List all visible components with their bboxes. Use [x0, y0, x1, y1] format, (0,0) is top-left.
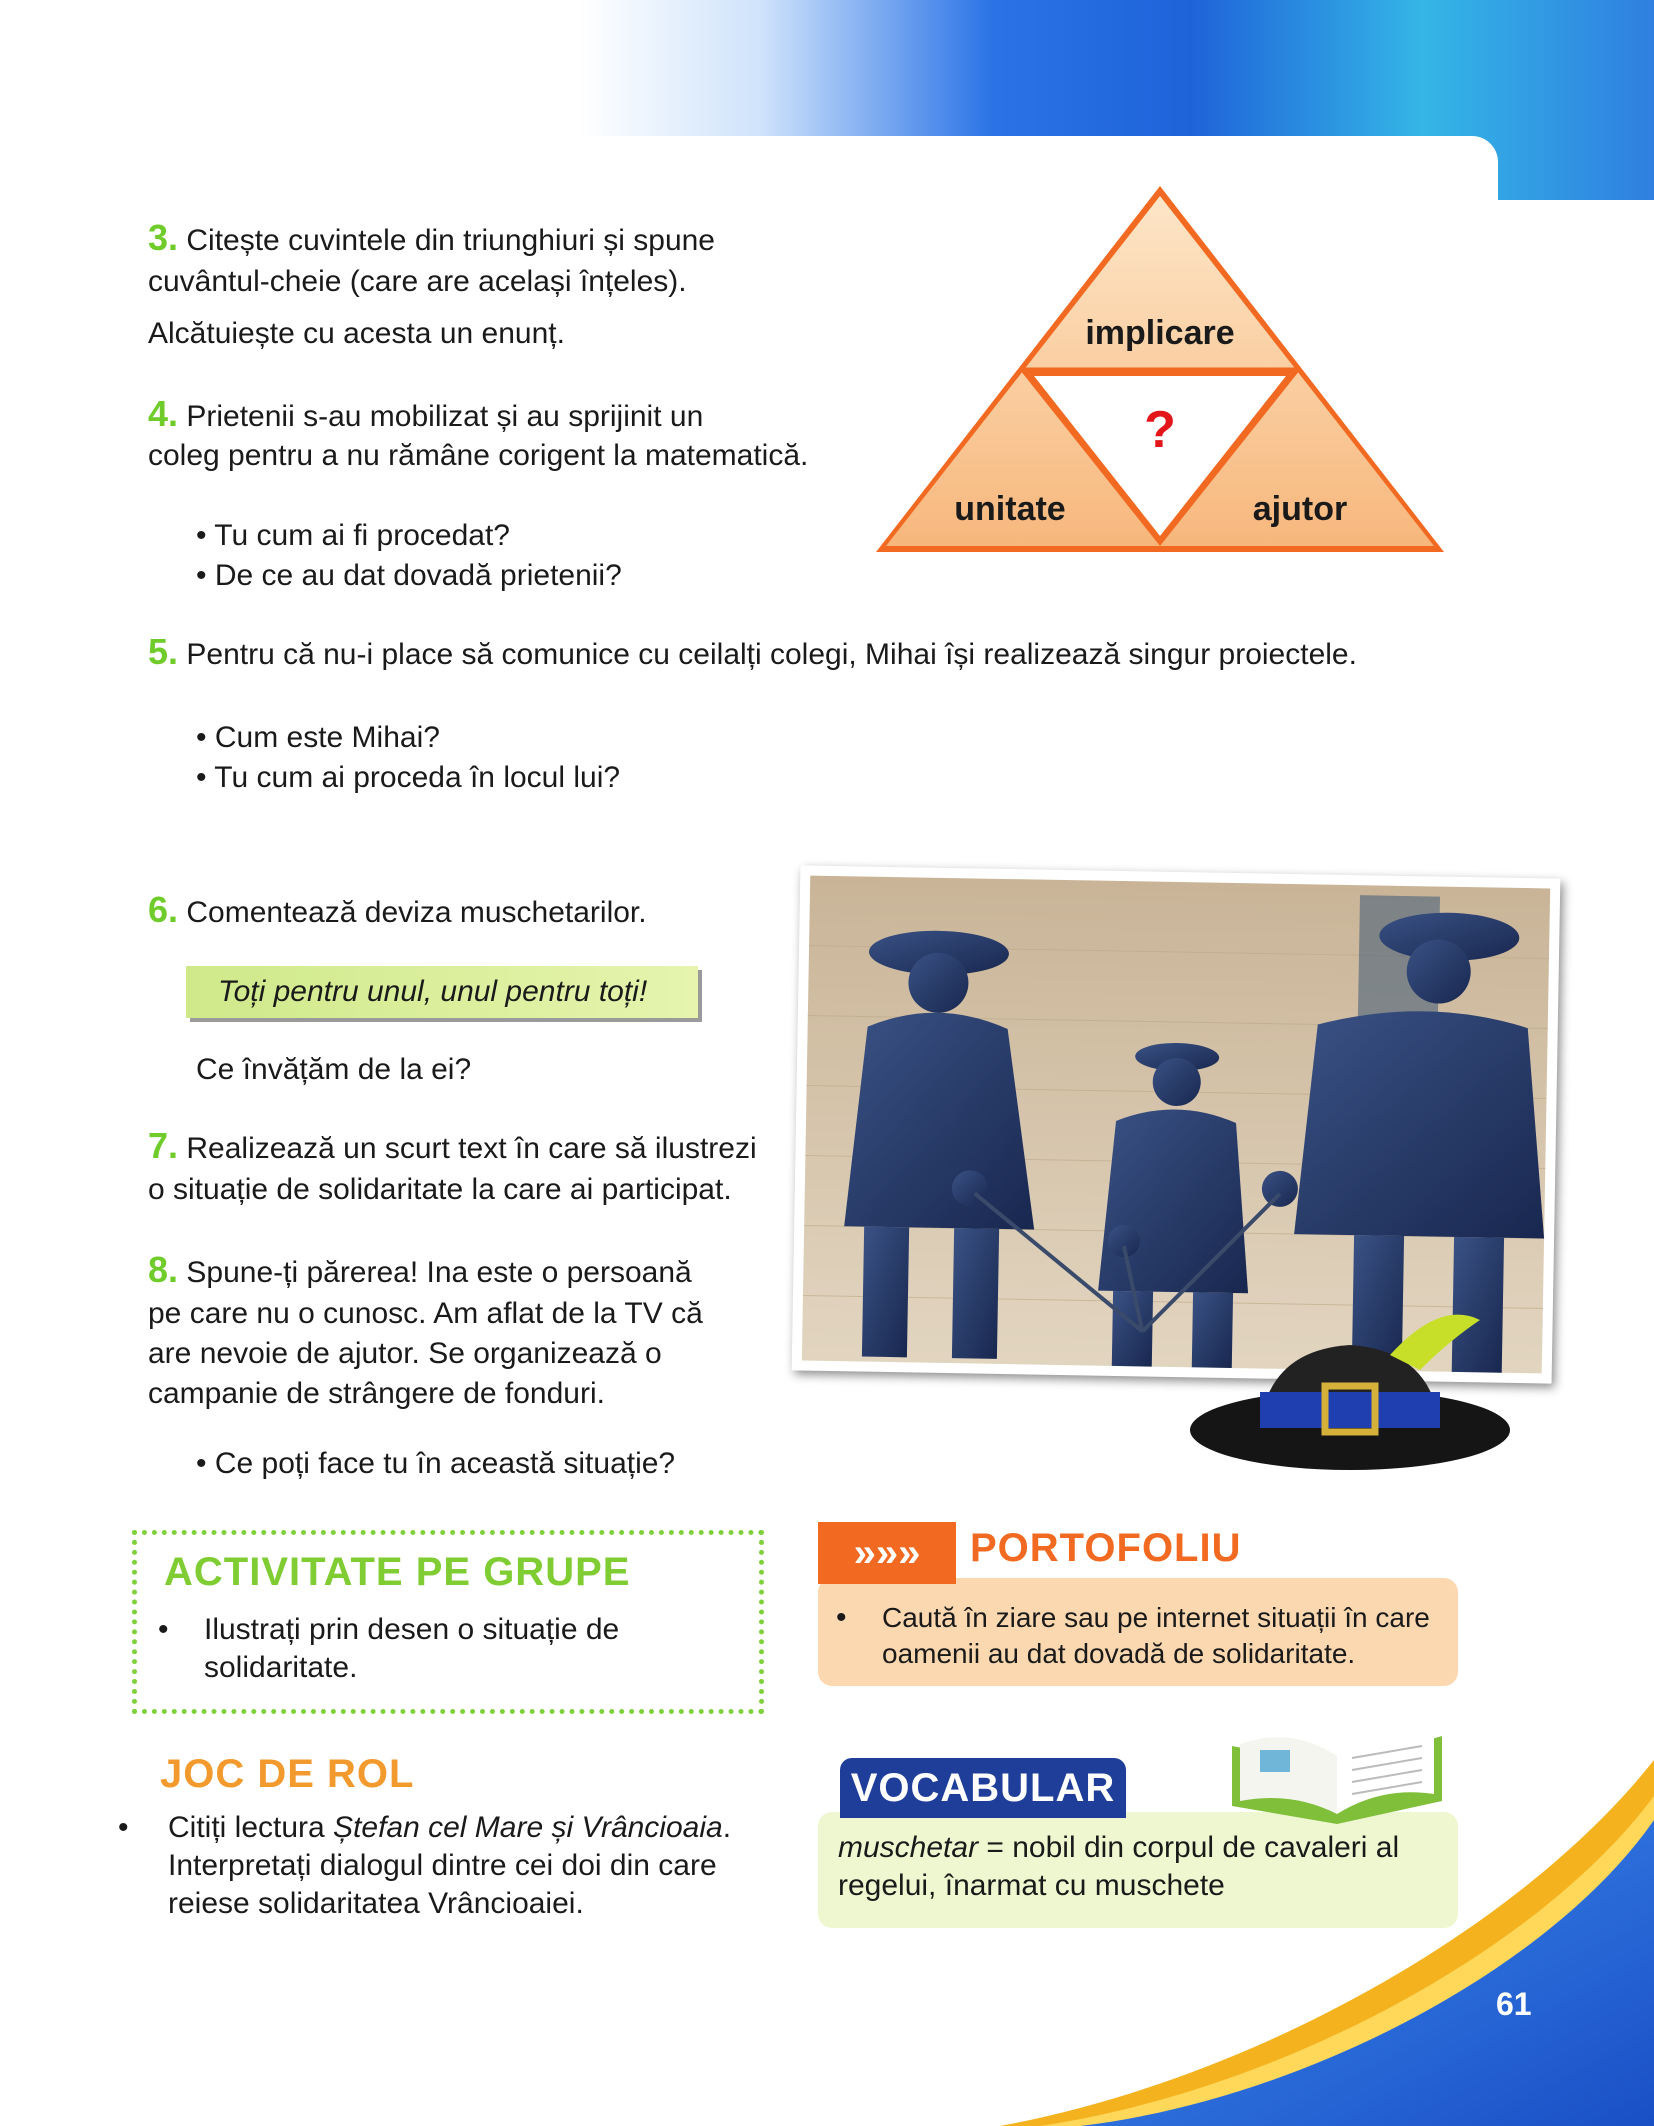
portfolio-line1: Caută în ziare sau pe internet situații în care — [882, 1602, 1430, 1633]
group-activity-title: ACTIVITATE PE GRUPE — [164, 1550, 631, 1594]
question-text: Prietenii s-au mobilizat și au sprijinit un — [186, 400, 704, 433]
question-text: Pentru că nu-i place să comunice cu ceilalți colegi, Mihai își realizează singur proiectele. — [186, 638, 1357, 671]
question-number: 6. — [148, 889, 179, 930]
role-play-bullet: • — [118, 1811, 129, 1844]
portfolio-title: PORTOFOLIU — [970, 1526, 1242, 1570]
group-activity-line2: solidaritate. — [204, 1651, 358, 1684]
question-text: Realizează un scurt text în care să ilustrezi — [186, 1132, 757, 1165]
question-7-line2: o situație de solidaritate la care ai participat. — [148, 1173, 732, 1206]
question-8-bullet: • Ce poți face tu în această situație? — [196, 1447, 676, 1480]
triangle-question-mark: ? — [1144, 401, 1176, 459]
role-play-title: JOC DE ROL — [160, 1752, 415, 1796]
question-3-line2: cuvântul-cheie (care are același înțeles). — [148, 265, 687, 298]
page-number: 61 — [1496, 1986, 1532, 2022]
question-6 — [148, 890, 788, 933]
question-number: 3. — [148, 217, 179, 258]
question-4-line2: coleg pentru a nu rămâne corigent la matematică. — [148, 439, 809, 472]
portfolio-arrows-icon: »»» — [818, 1522, 956, 1584]
question-3-line3: Alcătuiește cu acesta un enunț. — [148, 317, 565, 350]
question-8-line4: campanie de strângere de fonduri. — [148, 1377, 605, 1410]
question-8 — [148, 1250, 788, 1293]
question-4-bullet-2: • De ce au dat dovadă prietenii? — [196, 559, 622, 592]
open-book-icon — [1222, 1706, 1452, 1826]
triangle-word-top: implicare — [1085, 314, 1235, 352]
triangle-word-right: ajutor — [1252, 490, 1348, 528]
triangle-word-left: unitate — [954, 490, 1066, 528]
question-number: 8. — [148, 1249, 179, 1290]
group-activity-bullet: • — [158, 1613, 169, 1646]
portfolio-line2: oamenii au dat dovadă de solidaritate. — [882, 1638, 1356, 1669]
role-play-line3: reiese solidaritatea Vrâncioaiei. — [168, 1887, 584, 1920]
question-4-bullet-1: • Tu cum ai fi procedat? — [196, 519, 510, 552]
lesson-title: Ștefan cel Mare și Vrâncioaia — [333, 1811, 723, 1844]
question-text: Spune-ți părerea! Ina este o persoană — [186, 1256, 692, 1289]
question-5-bullet-2: • Tu cum ai proceda în locul lui? — [196, 761, 621, 794]
question-8-line2: pe care nu o cunosc. Am aflat de la TV că — [148, 1297, 703, 1330]
question-8-line3: are nevoie de ajutor. Se organizează o — [148, 1337, 662, 1370]
question-6-followup: Ce învățăm de la ei? — [196, 1053, 472, 1086]
question-number: 4. — [148, 393, 179, 434]
vocabulary-term: muschetar — [838, 1831, 979, 1864]
role-play-line1-end: . — [722, 1811, 732, 1844]
role-play-line1 — [168, 1808, 768, 1848]
musketeer-hat-icon — [1180, 1300, 1520, 1480]
role-play-line2: Interpretați dialogul dintre cei doi din care — [168, 1849, 717, 1882]
question-5 — [148, 632, 1448, 675]
musketeer-motto: Toți pentru unul, unul pentru toți! — [186, 966, 698, 1018]
vocabulary-title: VOCABULAR — [840, 1758, 1126, 1818]
group-activity-line1: Ilustrați prin desen o situație de — [204, 1613, 620, 1646]
question-text: Comentează deviza muschetarilor. — [186, 896, 647, 929]
vocabulary-definition: = nobil din corpul de cavaleri al — [978, 1831, 1400, 1864]
question-number: 5. — [148, 631, 179, 672]
question-number: 7. — [148, 1125, 179, 1166]
question-text: Citește cuvintele din triunghiuri și spune — [186, 224, 715, 257]
question-7 — [148, 1126, 788, 1169]
question-4 — [148, 394, 868, 437]
portfolio-bullet: • — [836, 1601, 847, 1634]
vocabulary-definition-line1 — [838, 1828, 1438, 1868]
question-5-bullet-1: • Cum este Mihai? — [196, 721, 440, 754]
vocabulary-definition-line2: regelui, înarmat cu muschete — [838, 1869, 1225, 1902]
question-3 — [148, 218, 848, 261]
role-play-line1-start: Citiți lectura — [168, 1811, 334, 1844]
